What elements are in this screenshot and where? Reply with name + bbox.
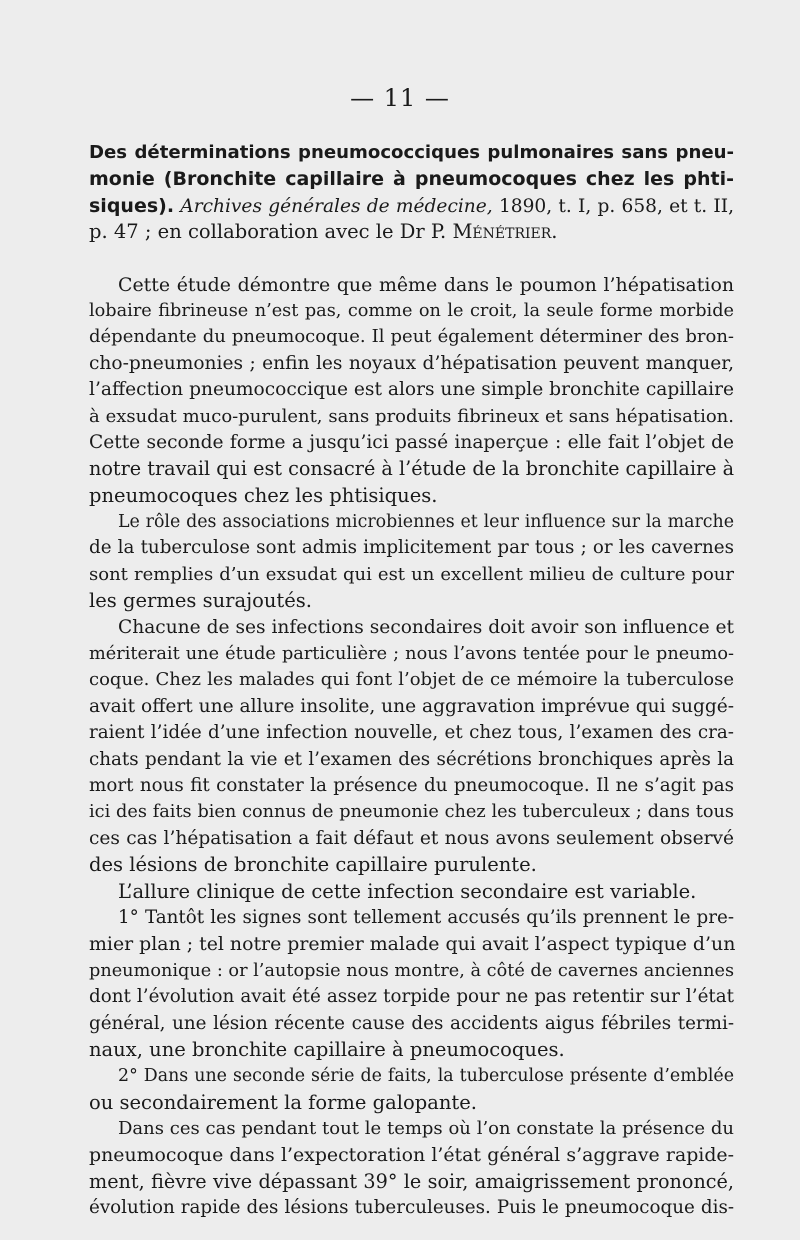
text-line: naux, une bronchite capillaire à pneumocoques.	[89, 1037, 565, 1061]
reference-source-line	[89, 193, 734, 219]
text-line: Le rôle des associations microbiennes et leur influence sur la marche	[118, 512, 734, 533]
reference-title-line: monie (Bronchite capillaire à pneumocoques chez les phti-	[89, 168, 734, 191]
text-line: les germes surajoutés.	[89, 589, 313, 613]
text-line: avait offert une allure insolite, une aggravation imprévue qui suggé-	[89, 695, 735, 717]
text-line: chats pendant la vie et l’examen des sécrétions bronchiques après la	[89, 748, 734, 770]
text-line: évolution rapide des lésions tuberculeuses. Puis le pneumocoque dis-	[89, 1197, 734, 1219]
text-line: 2° Dans une seconde série de faits, la tuberculose présente d’emblée	[118, 1066, 734, 1087]
text-line: Dans ces cas pendant tout le temps où l’on constate la présence du	[118, 1118, 734, 1140]
page-number: — 11 —	[350, 84, 450, 112]
text-line: pneumonique : or l’autopsie nous montre, à côté de cavernes anciennes	[89, 960, 735, 981]
reference-title-line: Des déterminations pneumococciques pulmonaires sans pneu-	[89, 142, 734, 163]
text-line: mort nous fit constater la présence du pneumocoque. Il ne s’agit pas	[89, 774, 734, 796]
text-line: cho-pneumonies ; enfin les noyaux d’hépatisation peuvent manquer,	[89, 352, 734, 374]
text-line: à exsudat muco-purulent, sans produits fibrineux et sans hépatisation.	[89, 405, 734, 427]
text-line: des lésions de bronchite capillaire purulente.	[89, 853, 537, 877]
text-line: mériterait une étude particulière ; nous l’avons tentée pour le pneumo-	[89, 644, 734, 665]
text-line: général, une lésion récente cause des accidents aigus fébriles termi-	[89, 1012, 734, 1034]
text-line: mier plan ; tel notre premier malade qui avait l’aspect typique d’un	[89, 933, 736, 956]
text-line: Chacune de ses infections secondaires doit avoir son influence et	[118, 616, 734, 638]
text-line: de la tuberculose sont admis implicitement par tous ; or les cavernes	[89, 537, 734, 559]
coauthor-name: Ménétrier.	[452, 220, 558, 244]
text-line: ou secondairement la forme galopante.	[89, 1090, 477, 1114]
text-line: notre travail qui est consacré à l’étude de la bronchite capillaire à	[89, 457, 735, 481]
text-line: l’affection pneumococcique est alors une simple bronchite capillaire	[89, 379, 735, 401]
text-line: ment, fièvre vive dépassant 39° le soir, amaigrissement prononcé,	[89, 1169, 734, 1193]
text-line: ces cas l’hépatisation a fait défaut et nous avons seulement observé	[89, 827, 734, 849]
body-text	[89, 272, 734, 1222]
text-line: sont remplies d’un exsudat qui est un excellent milieu de culture pour	[89, 563, 734, 585]
page-content	[89, 140, 734, 1222]
text-line: ici des faits bien connus de pneumonie chez les tuberculeux ; dans tous	[89, 802, 734, 823]
text-line: pneumocoques chez les phtisiques.	[89, 483, 438, 507]
section-gap	[89, 246, 734, 272]
text-line: Cette seconde forme a jusqu’ici passé inaperçue : elle fait l’objet de	[89, 431, 734, 453]
text-line: Cette étude démontre que même dans le poumon l’hépatisation	[118, 273, 734, 296]
collaboration-text: p. 47 ; en collaboration avec le Dr P.	[89, 220, 447, 244]
text-line: coque. Chez les malades qui font l’objet de ce mémoire la tuberculose	[89, 669, 734, 691]
text-line: 1° Tantôt les signes sont tellement accusés qu’ils prennent le pre-	[118, 906, 734, 928]
journal-name: Archives générales de médecine,	[180, 195, 493, 217]
text-line: pneumocoque dans l’expectoration l’état général s’aggrave rapide-	[89, 1144, 734, 1167]
reference-collaboration-line	[89, 219, 734, 245]
text-line: L’allure clinique de cette infection secondaire est variable.	[118, 879, 697, 903]
text-line: dépendante du pneumocoque. Il peut également déterminer des bron-	[89, 326, 734, 348]
bibliographic-reference	[89, 140, 734, 246]
reference-title-end: siques).	[89, 194, 175, 217]
volume-info: 1890, t. I, p. 658, et t. II,	[498, 195, 735, 217]
text-line: raient l’idée d’une infection nouvelle, et chez tous, l’examen des cra-	[89, 722, 734, 744]
text-line: dont l’évolution avait été assez torpide pour ne pas retentir sur l’état	[89, 986, 734, 1008]
text-line: lobaire fibrineuse n’est pas, comme on le croit, la seule forme morbide	[89, 300, 734, 321]
